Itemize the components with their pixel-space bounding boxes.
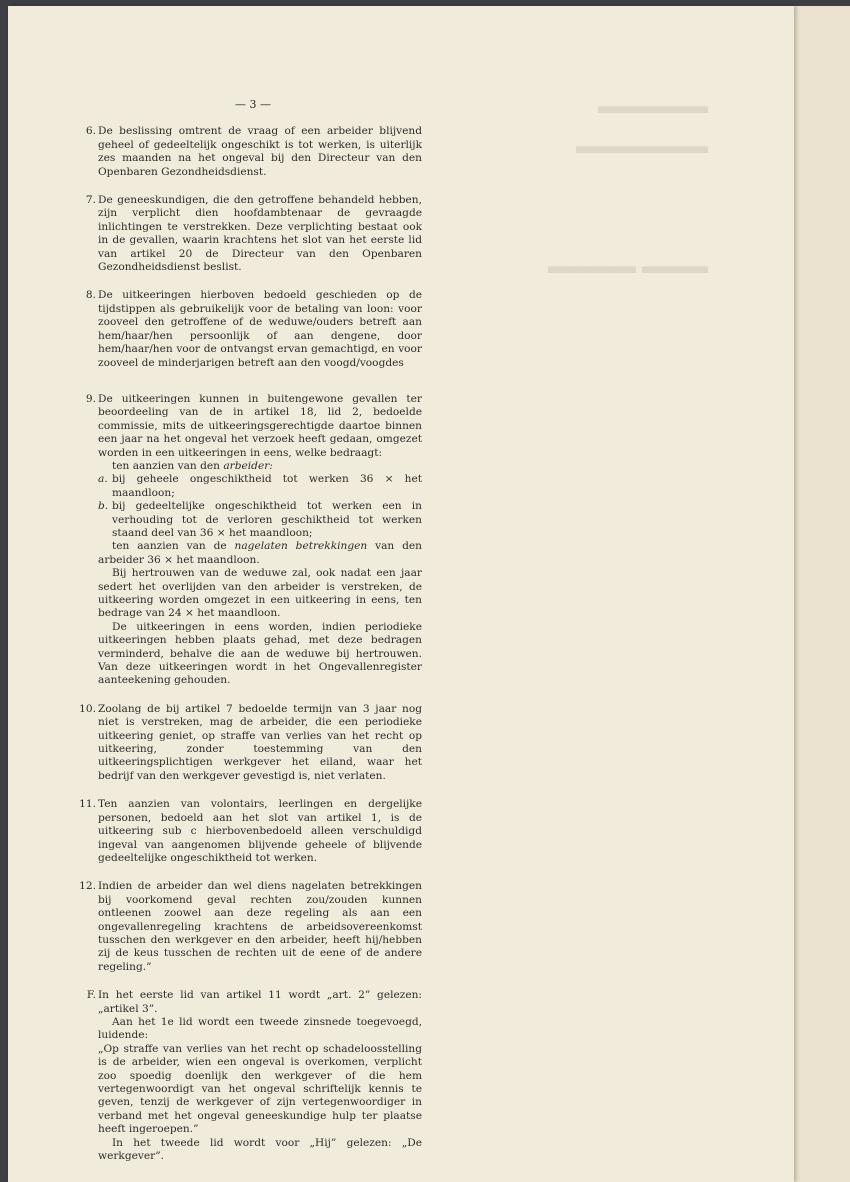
paragraph: Aan het 1e lid wordt een tweede zinsnede toegevoegd, luidende:	[98, 1015, 422, 1042]
sub-item-b	[98, 500, 422, 540]
lead-nagelaten: ten aanzien van de nagelaten betrekkingen van den arbeider 36 × het maandloon.	[98, 540, 422, 566]
article-7	[70, 194, 422, 274]
paragraph: De geneeskundigen, die den getroffene behandeld hebben, zijn verplicht dien hoofdambtenaar de gevraagde inlichtingen te verstrekken. Deze verplichting bestaat ook in de gevallen, waarin krachtens het slot van het eerste lid van artikel 20 de Directeur van den Openbaren Gezondheidsdienst beslist.	[98, 194, 422, 274]
item-number: 10.	[79, 702, 96, 715]
paragraph: Ten aanzien van volontairs, leerlingen en dergelijke personen, bedoeld aan het slot van artikel 1, is de uitkeering sub c hierbovenbedoeld alleen verschuldigd ingeval van aangenomen blijvende geheele of blijvende gedeeltelijke ongeschiktheid tot werken.	[98, 798, 422, 864]
item-number: 9.	[85, 392, 96, 405]
paragraph: De uitkeeringen in eens worden, indien periodieke uitkeeringen hebben plaats gehad, met deze bedragen verminderd, behalve die aan de weduwe bij hertrouwen. Van deze uitkeeringen wordt in het Ongevallenregister aanteekening gehouden.	[98, 620, 422, 687]
sub-text: bij gedeeltelijke ongeschiktheid tot werken een in verhouding tot de verloren geschiktheid tot werken staand deel van 36 × het maandloon;	[112, 500, 422, 539]
item-number: F.	[86, 989, 96, 1002]
item-number: 11.	[79, 798, 96, 811]
paragraph: Indien de arbeider dan wel diens nagelaten betrekkingen bij voorkomend geval rechten zou/zouden kunnen ontleenen zoowel aan deze regeling als aan een ongevallenregeling krachtens de arbeidsovereenkomst tusschen den werkgever en den arbeider, heeft hij/hebben zij de keus tusschen de rechten uit de eene of de andere regeling.”	[98, 880, 422, 973]
paragraph: In het eerste lid van artikel 11 wordt „art. 2” gelezen: „artikel 3”.	[98, 989, 422, 1015]
item-number: 6.	[85, 125, 96, 138]
bleed-through: ▬▬▬▬▬ ▬▬▬▬▬▬ ▬▬▬ ▬▬▬▬	[547, 93, 708, 278]
paragraph: De beslissing omtrent de vraag of een arbeider blijvend geheel of gedeeltelijk ongeschikt is tot werken, is uiterlijk zes maanden na het ongeval bij den Directeur van den Openbaren Gezondheidsdienst.	[98, 125, 422, 178]
page-number: — 3 —	[235, 98, 271, 111]
article-10	[70, 703, 422, 783]
sub-text: bij geheele ongeschiktheid tot werken 36 × het maandloon;	[112, 473, 422, 499]
article-6	[70, 125, 422, 179]
quoted-text: „Op straffe van verlies van het recht op schadeloosstelling is de arbeider, wien een ongeval is overkomen, verplicht zoo spoedig doenlijk den werkgever of die hem vertegenwoordigt van het ongeval schriftelijk kennis te geven, tenzij de werkgever of zijn vertegenwoordiger in verband met het ongeval geneeskundige hulp ter plaatse heeft ingeroepen.”	[98, 1042, 422, 1136]
underlying-page	[792, 6, 850, 1182]
paragraph: De uitkeeringen kunnen in buitengewone gevallen ter beoordeeling van de in artikel 18, lid 2, bedoelde commissie, mits de uitkeeringsgerechtigde daartoe binnen een jaar na het ongeval het verzoek heeft gedaan, omgezet worden in een uitkeeringen in eens, welke bedraagt:	[98, 392, 422, 459]
section-F	[70, 989, 422, 1163]
article-11	[70, 798, 422, 865]
document-text	[70, 98, 422, 1178]
paragraph: Zoolang de bij artikel 7 bedoelde termijn van 3 jaar nog niet is verstreken, mag de arbeider, die een periodieke uitkeering geniet, op straffe van verlies van het recht op uitkeering, zonder toestemming van den uitkeeringsplichtigen werkgever het eiland, waar het bedrijf van den werkgever gevestigd is, niet verlaten.	[98, 702, 422, 782]
item-number: 7.	[85, 194, 96, 207]
article-9	[70, 393, 422, 688]
item-number: 8.	[85, 289, 96, 302]
sub-letter: a.	[98, 473, 108, 486]
paragraph: Bij hertrouwen van de weduwe zal, ook nadat een jaar sedert het overlijden van den arbeider is verstreken, de uitkeering worden omgezet in een uitkeering in eens, ten bedrage van 24 × het maandloon.	[98, 567, 422, 620]
item-number: 12.	[79, 880, 96, 893]
article-8	[70, 289, 422, 377]
lead-arbeider: ten aanzien van den arbeider:	[112, 459, 273, 472]
sub-item-a	[98, 473, 422, 500]
paragraph: De uitkeeringen hierboven bedoeld geschieden op de tijdstippen als gebruikelijk voor de betaling van loon: voor zooveel den getroffene of de weduwe/ouders betreft aan hem/haar/hen persoonlijk of aan dengene, door hem/haar/hen voor de ontvangst ervan gemachtigd, en voor zooveel de minderjarigen betreft aan den voogd/voogdes	[98, 289, 422, 369]
paragraph: In het tweede lid wordt voor „Hij” gelezen: „De werkgever”.	[98, 1136, 422, 1163]
sub-letter: b.	[98, 500, 109, 513]
article-12	[70, 880, 422, 974]
